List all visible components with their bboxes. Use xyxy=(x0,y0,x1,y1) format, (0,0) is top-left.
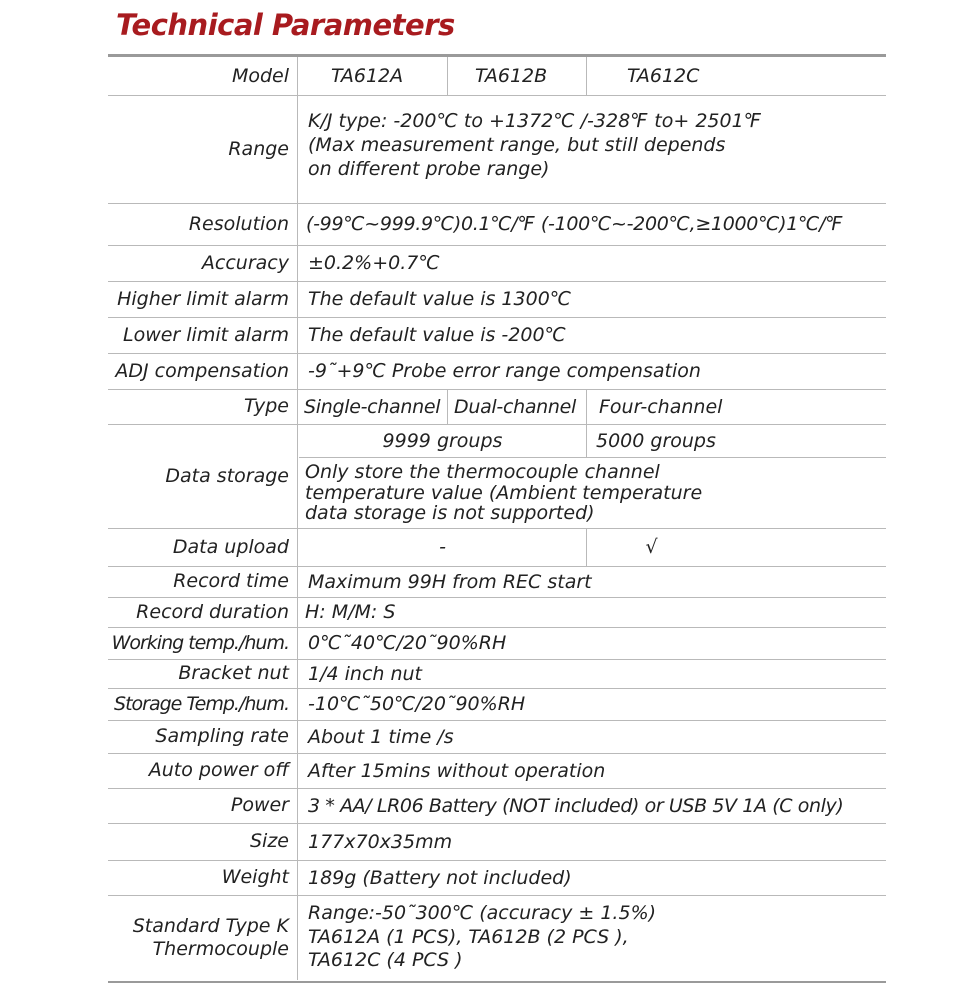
accuracy-value: ±0.2%+0.7℃ xyxy=(308,252,440,274)
data-storage-note xyxy=(299,458,886,528)
row-storage-temp xyxy=(108,688,886,721)
lower-limit-label: Lower limit alarm xyxy=(108,317,298,353)
power-value: 3 * AA/ LR06 Battery (NOT included) or USB 5V 1A (C only) xyxy=(308,794,844,817)
data-storage-note-1: Only store the thermocouple channel xyxy=(305,460,660,483)
thermocouple-label xyxy=(108,895,298,980)
row-accuracy xyxy=(108,245,886,282)
type-c xyxy=(586,389,722,424)
type-c-text: Four-channel xyxy=(599,395,723,418)
data-upload-label: Data upload xyxy=(108,528,298,566)
storage-temp-value: -10℃˜50℃/20˜90%RH xyxy=(308,693,526,715)
data-storage-note-2: temperature value (Ambient temperature xyxy=(305,481,703,504)
size-label: Size xyxy=(108,823,298,860)
sampling-label: Sampling rate xyxy=(108,720,298,753)
resolution-value: (-99℃~999.9℃)0.1℃/℉ (-100℃~-200℃,≥1000℃)1℃/℉ xyxy=(306,213,843,235)
row-record-duration xyxy=(108,597,886,628)
data-upload-ab: - xyxy=(439,536,446,558)
row-model xyxy=(108,57,886,96)
record-time-label: Record time xyxy=(108,566,298,597)
model-c-text: TA612C xyxy=(627,65,700,87)
adj-value: -9˜+9℃ Probe error range compensation xyxy=(308,360,701,382)
higher-limit-label: Higher limit alarm xyxy=(108,281,298,317)
range-label: Range xyxy=(108,95,298,203)
row-weight xyxy=(108,860,886,896)
sampling-value: About 1 time /s xyxy=(308,725,454,748)
range-value xyxy=(299,95,886,203)
data-storage-note-3: data storage is not supported) xyxy=(305,502,595,525)
working-label: Working temp./hum. xyxy=(108,627,298,659)
higher-limit-value: The default value is 1300℃ xyxy=(308,288,572,310)
lower-limit-value: The default value is -200℃ xyxy=(308,324,566,346)
row-type xyxy=(108,389,886,425)
bracket-value: 1/4 inch nut xyxy=(308,662,422,685)
type-a: Single-channel xyxy=(304,395,441,418)
model-a: TA612A xyxy=(331,65,404,87)
thermocouple-line-2: TA612A (1 PCS), TA612B (2 PCS ), xyxy=(308,925,629,948)
weight-label: Weight xyxy=(108,860,298,895)
storage-temp-label: Storage Temp./hum. xyxy=(108,688,298,720)
spec-table xyxy=(108,54,886,983)
model-b-text: TA612B xyxy=(475,65,548,87)
range-line-3: on different probe range) xyxy=(308,158,550,181)
row-record-time xyxy=(108,566,886,598)
type-b-text: Dual-channel xyxy=(454,395,577,418)
range-line-2: (Max measurement range, but still depends xyxy=(308,133,726,156)
row-size xyxy=(108,823,886,861)
row-data-upload xyxy=(108,528,886,567)
row-thermocouple xyxy=(108,895,886,980)
model-label: Model xyxy=(108,57,298,95)
auto-off-label: Auto power off xyxy=(108,753,298,788)
range-line-1: K/J type: -200℃ to +1372℃ /-328℉ to+ 2501℉ xyxy=(308,109,762,132)
row-working xyxy=(108,627,886,660)
working-value: 0℃˜40℃/20˜90%RH xyxy=(308,632,507,654)
data-upload-c xyxy=(586,528,716,566)
data-storage-c xyxy=(586,424,716,457)
row-resolution xyxy=(108,203,886,246)
page-title: Technical Parameters xyxy=(116,8,455,42)
thermocouple-line-3: TA612C (4 PCS ) xyxy=(308,949,463,972)
row-range xyxy=(108,95,886,204)
weight-value: 189g (Battery not included) xyxy=(308,866,572,889)
size-value: 177x70x35mm xyxy=(308,830,453,853)
bracket-label: Bracket nut xyxy=(108,659,298,688)
auto-off-value: After 15mins without operation xyxy=(308,759,606,782)
type-b xyxy=(447,389,586,424)
row-higher-limit xyxy=(108,281,886,318)
row-power xyxy=(108,788,886,824)
data-storage-label: Data storage xyxy=(108,424,298,528)
row-sampling xyxy=(108,720,886,754)
thermocouple-label-2: Thermocouple xyxy=(152,937,289,960)
record-duration-value: H: M/M: S xyxy=(305,601,396,623)
row-bracket xyxy=(108,659,886,689)
resolution-label: Resolution xyxy=(108,203,298,245)
data-storage-ab: 9999 groups xyxy=(382,429,503,452)
record-duration-label: Record duration xyxy=(108,597,298,627)
record-time-value: Maximum 99H from REC start xyxy=(308,570,592,593)
type-label: Type xyxy=(108,389,298,424)
model-b xyxy=(447,57,586,95)
row-adj xyxy=(108,353,886,390)
row-lower-limit xyxy=(108,317,886,354)
power-label: Power xyxy=(108,788,298,823)
accuracy-label: Accuracy xyxy=(108,245,298,281)
check-icon: √ xyxy=(645,536,658,558)
row-data-storage xyxy=(108,424,886,529)
data-storage-c-text: 5000 groups xyxy=(596,429,716,452)
thermocouple-label-1: Standard Type K xyxy=(132,914,289,937)
row-auto-off xyxy=(108,753,886,789)
model-c xyxy=(586,57,699,95)
thermocouple-line-1: Range:-50˜300℃ (accuracy ± 1.5%) xyxy=(308,901,657,924)
adj-label: ADJ compensation xyxy=(108,353,298,389)
thermocouple-value xyxy=(299,895,886,980)
